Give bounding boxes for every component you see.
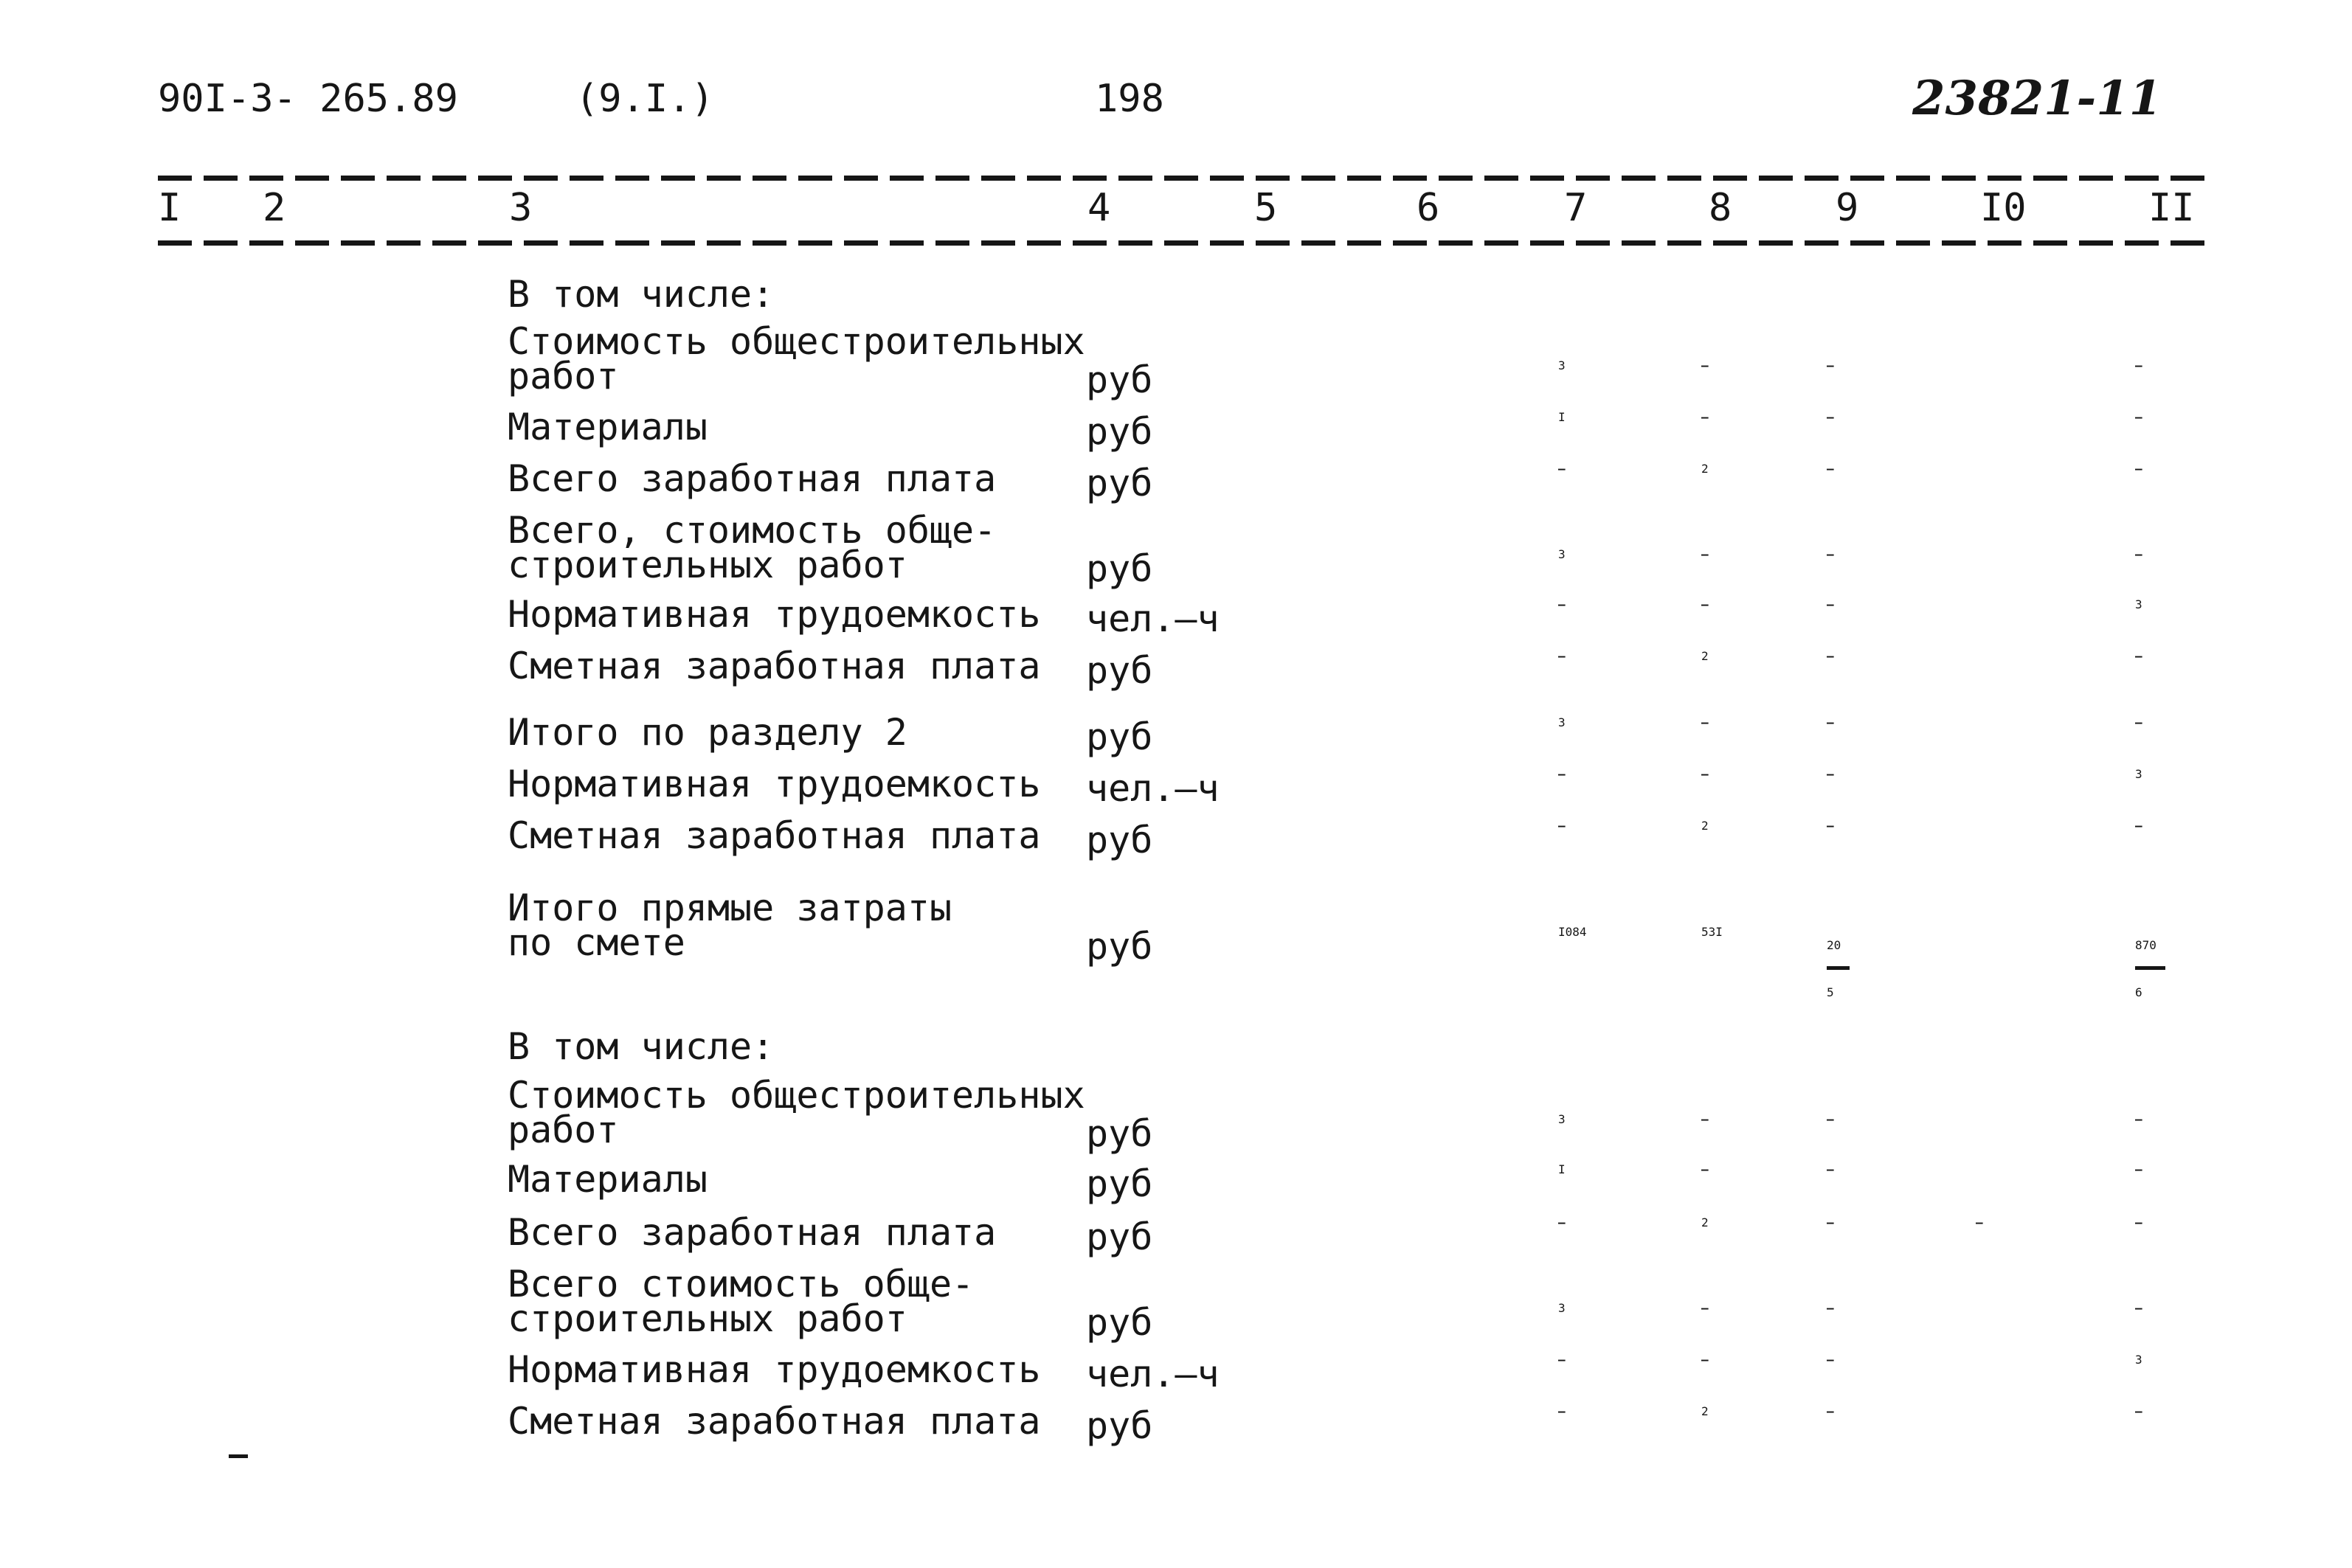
cell-col-9: – <box>1827 1215 1834 1229</box>
cell-col-11: 3 <box>2135 597 2142 611</box>
cell-col-7: I084 <box>1558 925 1587 939</box>
column-header-3: 3 <box>509 186 533 230</box>
cell-col-7: 3 <box>1558 358 1566 372</box>
cell-col-9: – <box>1827 1112 1834 1126</box>
cell-col-7: I <box>1558 1162 1566 1176</box>
cell-col-7: 3 <box>1558 715 1566 729</box>
fraction-value <box>1827 925 1850 1016</box>
row-label: Всего заработная плата <box>508 457 997 500</box>
row-label: Всего заработная плата <box>508 1211 997 1254</box>
cell-col-8: 2 <box>1701 1404 1709 1418</box>
cell-col-8: – <box>1701 1353 1709 1367</box>
cell-col-11: 3 <box>2135 767 2142 781</box>
fraction-numerator: 870 <box>2135 925 2165 970</box>
column-header-5: 5 <box>1254 186 1278 230</box>
row-unit: руб <box>1086 410 1153 453</box>
cell-col-9: – <box>1827 358 1834 372</box>
cell-col-9: – <box>1827 597 1834 611</box>
row-label: Нормативная трудоемкость <box>508 763 1041 805</box>
cell-col-11: – <box>2135 358 2142 372</box>
cell-col-7: – <box>1558 767 1566 781</box>
cell-col-9: – <box>1827 1353 1834 1367</box>
row-label: Итого прямые затраты по смете <box>508 887 952 964</box>
cell-col-8: – <box>1701 715 1709 729</box>
cell-col-8: 2 <box>1701 1215 1709 1229</box>
row-label: Итого по разделу 2 <box>508 711 907 754</box>
row-label: Сметная заработная плата <box>508 1400 1041 1443</box>
row-unit: руб <box>1086 715 1153 758</box>
cell-col-11: – <box>2135 1301 2142 1315</box>
cell-col-9: – <box>1827 767 1834 781</box>
cell-col-8: – <box>1701 597 1709 611</box>
column-header-6: 6 <box>1417 186 1440 230</box>
column-header-7: 7 <box>1564 186 1588 230</box>
stray-mark <box>229 1454 248 1458</box>
cell-col-8: – <box>1701 410 1709 424</box>
cell-col-11: – <box>2135 715 2142 729</box>
column-header-4: 4 <box>1087 186 1111 230</box>
cell-col-9 <box>1827 925 1850 1016</box>
column-header-8: 8 <box>1709 186 1732 230</box>
row-unit: руб <box>1086 1112 1153 1155</box>
cell-col-11: – <box>2135 1404 2142 1418</box>
column-header-11: II <box>2148 186 2195 230</box>
row-unit: чел.–ч <box>1086 597 1220 640</box>
cell-col-11: – <box>2135 547 2142 561</box>
column-header-2: 2 <box>263 186 286 230</box>
row-label: Стоимость общестроительных работ <box>508 320 1085 398</box>
fraction-value <box>2135 925 2165 1016</box>
cell-col-9: – <box>1827 462 1834 476</box>
column-header-10: I0 <box>1980 186 2027 230</box>
cell-col-11: 3 <box>2135 1353 2142 1367</box>
document-code: 90I-3- 265.89 <box>158 77 458 121</box>
cell-col-8: – <box>1701 767 1709 781</box>
cell-col-9: – <box>1827 1301 1834 1315</box>
cell-col-8: 2 <box>1701 649 1709 663</box>
cell-col-8: – <box>1701 1301 1709 1315</box>
cell-col-7: – <box>1558 1353 1566 1367</box>
row-label: В том числе: <box>508 273 775 316</box>
row-unit: руб <box>1086 1215 1153 1258</box>
cell-col-7: – <box>1558 597 1566 611</box>
handwritten-inventory-number: 23821-11 <box>1912 71 2162 126</box>
cell-col-11 <box>2135 925 2165 1016</box>
cell-col-8: – <box>1701 547 1709 561</box>
cell-col-7: – <box>1558 819 1566 833</box>
row-unit: руб <box>1086 462 1153 504</box>
cell-col-7: – <box>1558 649 1566 663</box>
row-label: Сметная заработная плата <box>508 645 1041 687</box>
cell-col-8: 2 <box>1701 462 1709 476</box>
cell-col-7: – <box>1558 1404 1566 1418</box>
cell-col-7: – <box>1558 1215 1566 1229</box>
row-label: Нормативная трудоемкость <box>508 1348 1041 1391</box>
cell-col-9: – <box>1827 1404 1834 1418</box>
cell-col-8: 2 <box>1701 819 1709 833</box>
cell-col-7: 3 <box>1558 547 1566 561</box>
cell-col-11: – <box>2135 1112 2142 1126</box>
cell-col-11: – <box>2135 462 2142 476</box>
row-label: Материалы <box>508 1158 708 1201</box>
cell-col-9: – <box>1827 410 1834 424</box>
header-bottom-rule <box>158 240 2209 246</box>
fraction-numerator: 20 <box>1827 925 1850 970</box>
fraction-denominator: 6 <box>2135 985 2142 999</box>
cell-col-7: 3 <box>1558 1112 1566 1126</box>
cell-col-9: – <box>1827 1162 1834 1176</box>
cell-col-7: – <box>1558 462 1566 476</box>
cell-col-7: I <box>1558 410 1566 424</box>
fraction-denominator: 5 <box>1827 985 1834 999</box>
row-label: Нормативная трудоемкость <box>508 593 1041 636</box>
row-label: Материалы <box>508 406 708 448</box>
row-unit: руб <box>1086 1301 1153 1344</box>
page-number: 198 <box>1095 77 1164 121</box>
row-unit: чел.–ч <box>1086 767 1220 810</box>
cell-col-9: – <box>1827 649 1834 663</box>
column-header-9: 9 <box>1836 186 1859 230</box>
row-label: Всего, стоимость обще- строительных работ <box>508 509 997 586</box>
column-header-1: I <box>158 186 181 230</box>
cell-col-10: – <box>1976 1215 1983 1229</box>
row-label: Сметная заработная плата <box>508 814 1041 857</box>
row-unit: руб <box>1086 1404 1153 1447</box>
header-top-rule <box>158 176 2209 181</box>
row-unit: руб <box>1086 819 1153 861</box>
cell-col-11: – <box>2135 1215 2142 1229</box>
cell-col-9: – <box>1827 819 1834 833</box>
cell-col-11: – <box>2135 819 2142 833</box>
row-unit: руб <box>1086 649 1153 692</box>
cell-col-8: – <box>1701 1112 1709 1126</box>
row-label: Всего стоимость обще- строительных работ <box>508 1263 975 1340</box>
cell-col-11: – <box>2135 410 2142 424</box>
cell-col-8: – <box>1701 1162 1709 1176</box>
cell-col-9: – <box>1827 715 1834 729</box>
row-unit: руб <box>1086 547 1153 590</box>
cell-col-9: – <box>1827 547 1834 561</box>
cell-col-8: – <box>1701 358 1709 372</box>
row-label: Стоимость общестроительных работ <box>508 1074 1085 1151</box>
row-unit: чел.–ч <box>1086 1353 1220 1395</box>
cell-col-7: 3 <box>1558 1301 1566 1315</box>
row-unit: руб <box>1086 1162 1153 1205</box>
cell-col-11: – <box>2135 1162 2142 1176</box>
section-code: (9.I.) <box>575 77 714 121</box>
row-unit: руб <box>1086 358 1153 401</box>
cell-col-8: 53I <box>1701 925 1723 939</box>
cell-col-11: – <box>2135 649 2142 663</box>
row-unit: руб <box>1086 925 1153 968</box>
row-label: В том числе: <box>508 1025 775 1068</box>
